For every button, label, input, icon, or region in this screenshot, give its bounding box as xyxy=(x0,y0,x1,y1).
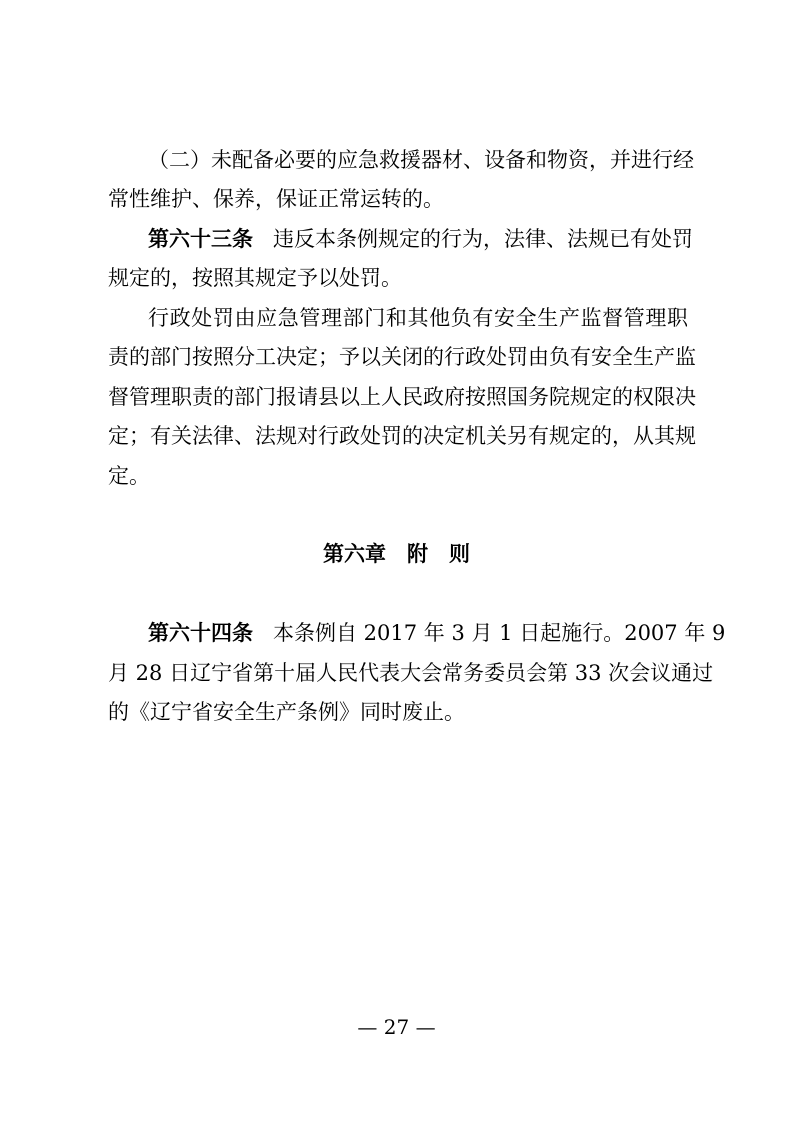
item-two-line-1: （二）未配备必要的应急救援器材、设备和物资，并进行经 xyxy=(148,148,694,172)
article-63-p2-line-4: 定；有关法律、法规对行政处罚的决定机关另有规定的，从其规 xyxy=(108,424,696,448)
article-63-line-2: 规定的，按照其规定予以处罚。 xyxy=(108,266,402,290)
article-64-line-3: 的《辽宁省安全生产条例》同时废止。 xyxy=(108,700,465,724)
chapter-title: 第六章 附 则 xyxy=(323,541,470,566)
article-63-line-1 xyxy=(148,226,693,251)
article-64-label: 第六十四条 xyxy=(148,620,253,645)
article-63-label: 第六十三条 xyxy=(148,226,253,251)
article-63-p2-line-3: 督管理职责的部门报请县以上人民政府按照国务院规定的权限决 xyxy=(108,385,696,409)
item-two-line-2: 常性维护、保养，保证正常运转的。 xyxy=(108,187,444,211)
article-64-line-1 xyxy=(148,620,726,645)
article-64-line-2: 月 28 日辽宁省第十届人民代表大会常务委员会第 33 次会议通过 xyxy=(108,661,714,685)
article-64-text: 本条例自 2017 年 3 月 1 日起施行。2007 年 9 xyxy=(273,621,726,645)
page-number: — 27 — xyxy=(357,1015,436,1039)
article-63-text: 违反本条例规定的行为，法律、法规已有处罚 xyxy=(273,227,693,251)
article-63-p2-line-1: 行政处罚由应急管理部门和其他负有安全生产监督管理职 xyxy=(148,306,688,330)
article-63-p2-line-5: 定。 xyxy=(108,464,150,488)
article-63-p2-line-2: 责的部门按照分工决定；予以关闭的行政处罚由负有安全生产监 xyxy=(108,345,696,369)
